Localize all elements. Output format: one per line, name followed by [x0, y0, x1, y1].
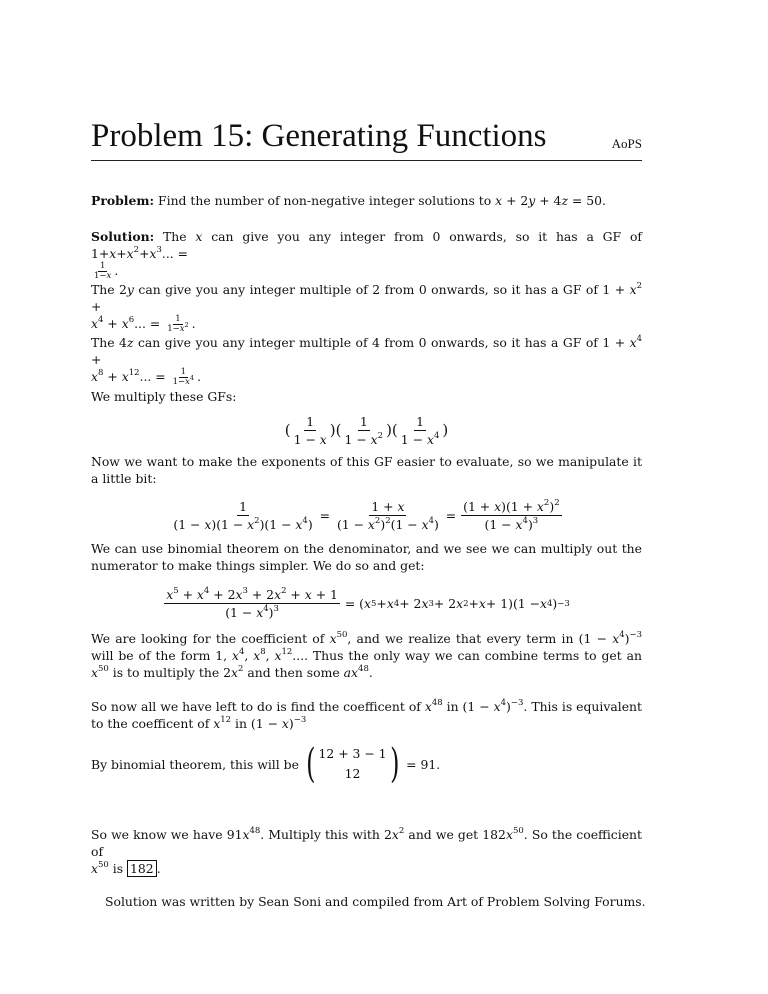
page-title: Problem 15: Generating Functions [91, 118, 547, 154]
footer-credit: Solution was written by Sean Soni and compiled from Art of Problem Solving Forums. [105, 894, 646, 909]
binomial-coefficient: ( 12 + 3 − 1 12 ) [306, 741, 400, 787]
problem-label: Problem: [91, 193, 155, 208]
solution-paragraph-4: We multiply these GFs: [91, 389, 237, 404]
solution-paragraph-2: The 2y can give you any integer multiple of 2 from 0 onwards, so it has a GF of $1 + x^2$ + $x^4 + x^6$... = $\frac{1}{1-x^2}$ . [91, 281, 642, 334]
fraction-1-over-1-minus-x2: $\frac{1}{1-x^2}$ [167, 314, 189, 334]
fraction-1-over-1-minus-x4: $\frac{1}{1-x^4}$ [172, 367, 195, 387]
solution-paragraph-8: So now all we have left to do is find the coefficent of $x^{48}$ in $(1 - x^4)^{-3}$. This is equivalent to the coefficent of $x^{12}$ in $(1 - x)^{-3}$ [91, 698, 642, 731]
solution-label: Solution: [91, 229, 155, 244]
equation-expanded: $\frac{x^5 + x^4 + 2x^3 + 2x^2 + x + 1}{(1 - x^4)^3}$ = ( x 5 + x 4 + 2 x 3 + 2 x 2 + x + 1)(1 − x 4 ) −3 [166, 586, 570, 620]
fraction-1-over-1-minus-x: $\frac{1}{1-x}$ [94, 261, 112, 281]
solution-paragraph-3: The 4z can give you any integer multiple of 4 from 0 onwards, so it has a GF of $1 + x^4$ + $x^8 + x^{12}$... = $\frac{1}{1-x^4}$ . [91, 334, 642, 387]
solution-paragraph-10: So we know we have $91x^{48}$. Multiply this with $2x^2$ and we get $182x^{50}$. So the coefficient of $x^{50}$ is 182 . [91, 826, 643, 876]
equation-manipulation: $\frac{1}{(1 - x)(1 - x^2)(1 - x^4)}$ = $\frac{1 + x}{(1 - x^2)^2(1 - x^4)}$ = $\frac{(1 + x)(1 + x^2)^2}{(1 - x^4)^3}$ [173, 498, 560, 532]
problem-statement: Problem: Find the number of non-negative integer solutions to x + 2y + 4z = 50. [91, 193, 606, 208]
solution-paragraph-1: Solution: The x can give you any integer from 0 onwards, so it has a GF of $1+x+x^2+x^3$... = $\frac{1}{1-x}$ . [91, 229, 642, 281]
solution-paragraph-5: Now we want to make the exponents of this GF easier to evaluate, so we manipulate it a little bit: [91, 454, 642, 486]
page-header [91, 118, 642, 161]
final-answer-box: 182 [127, 860, 157, 877]
solution-paragraph-7: We are looking for the coefficient of $x^{50}$, and we realize that every term in $(1 - x^4)^{-3}$ will be of the form 1, $x^4$, $x^8$, $x^{12}$.... Thus the only way we can combine terms to get an $x^{50}$ is to multiply the $2x^2$ and then some $ax^{48}$. [91, 630, 642, 680]
solution-paragraph-9: By binomial theorem, this will be ( 12 + 3 − 1 12 ) = 91. [91, 741, 441, 787]
equation-product-gfs: ( $\frac{1}{1 - x}$ )( $\frac{1}{1 - x^2}$ )( $\frac{1}{1 - x^4}$ ) [284, 414, 449, 447]
solution-paragraph-6: We can use binomial theorem on the denominator, and we see we can multiply out the numerator to make things simpler. We do so and get: [91, 541, 642, 573]
org-label: AoPS [611, 136, 642, 151]
